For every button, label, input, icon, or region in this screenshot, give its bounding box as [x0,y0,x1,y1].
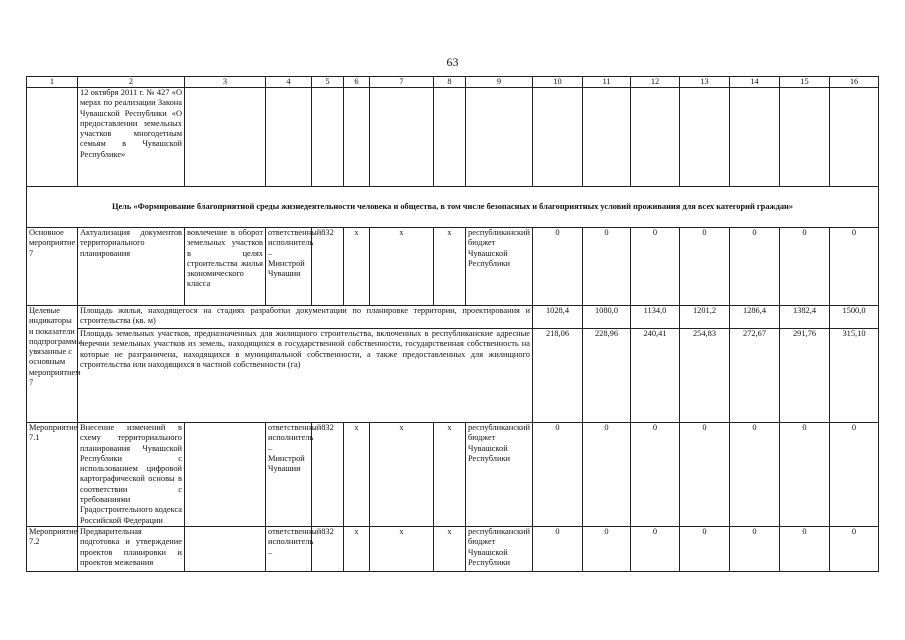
vr-code: x [434,228,466,306]
table-row [27,423,879,527]
column-number: 9 [466,77,533,88]
column-number: 4 [266,77,312,88]
rz-pr-code: x [344,423,370,527]
value-cell: 0 [780,423,830,527]
value-cell: 0 [780,527,830,572]
responsible-executor: ответственный исполнитель – Минстрой Чувашии [266,228,312,306]
funding-source: республиканский бюджет Чувашской Республики [466,527,533,572]
funding-source: республиканский бюджет Чувашской Республики [466,228,533,306]
value-cell: 1382,4 [780,306,830,329]
table-row [27,527,879,572]
column-number: 14 [730,77,780,88]
table-row [27,329,879,423]
activity-description: Предварительная подготовка и утверждение проектов планировки и проектов межевания [78,527,185,572]
value-cell: 0 [830,423,879,527]
column-number: 10 [533,77,583,88]
csr-code: x [370,423,434,527]
grbs-code: 832 [312,527,344,572]
column-number-row [27,77,879,88]
activity-name: Мероприятие 7.1 [27,423,78,527]
value-cell: 0 [680,527,730,572]
activity-description: Актуализация документов территориального планирования [78,228,185,306]
csr-code: x [370,228,434,306]
table-row [27,88,879,187]
value-cell: 0 [680,423,730,527]
value-cell: 0 [780,228,830,306]
indicator-text: Площадь земельных участков, предназначенных для жилищного строительства, включенных в республиканские адресные перечни земельных участков из земель, находящихся в государственной собственности, государственная собственность на которые не разграничена, находящихся в муниципальной собственности, а также предоставленных для жилищного строительства или находящихся в частной собственности (га) [78,329,533,423]
csr-code: x [370,527,434,572]
goal-heading: Цель «Формирование благоприятной среды жизнедеятельности человека и общества, в том числе безопасных и благоприятных условий проживания для всех категорий граждан» [27,187,879,228]
vr-code: x [434,527,466,572]
value-cell: 0 [830,228,879,306]
program-table [26,76,879,572]
goal-row [27,187,879,228]
column-number: 13 [680,77,730,88]
table-row [27,306,879,329]
column-number: 16 [830,77,879,88]
value-cell: 1028,4 [533,306,583,329]
indicator-text: Площадь жилья, находящегося на стадиях разработки документации по планировке территории, проектирования и строительства (кв. м) [78,306,533,329]
value-cell: 0 [680,228,730,306]
law-reference-cell: 12 октября 2011 г. № 427 «О мерах по реализации Закона Чувашской Республики «О предоставлении земельных участков многодетным семьям в Чувашской Республике» [78,88,185,187]
responsible-executor: ответственный исполнитель – Минстрой Чувашии [266,423,312,527]
value-cell: 254,83 [680,329,730,423]
column-number: 12 [631,77,680,88]
column-number: 1 [27,77,78,88]
column-number: 8 [434,77,466,88]
value-cell: 0 [533,423,583,527]
value-cell: 0 [830,527,879,572]
activity-goal: вовлечение в оборот земельных участков в целях строительства жилья экономического класса [185,228,266,306]
responsible-executor: ответственный исполнитель – [266,527,312,572]
value-cell: 0 [631,527,680,572]
page-number: 63 [446,55,459,69]
value-cell: 1286,4 [730,306,780,329]
value-cell: 1080,0 [583,306,631,329]
value-cell: 228,96 [583,329,631,423]
value-cell: 0 [533,228,583,306]
value-cell: 0 [631,423,680,527]
activity-name: Основное мероприятие 7 [27,228,78,306]
value-cell: 1500,0 [830,306,879,329]
value-cell: 240,41 [631,329,680,423]
value-cell: 315,10 [830,329,879,423]
grbs-code: 832 [312,228,344,306]
indicators-label: Целевые индикаторы и показатели подпрограммы, увязанные с основным мероприятием 7 [27,306,78,423]
value-cell: 218,06 [533,329,583,423]
value-cell: 0 [631,228,680,306]
column-number: 11 [583,77,631,88]
value-cell: 0 [730,527,780,572]
grbs-code: 832 [312,423,344,527]
activity-description: Внесение изменений в схему территориального планирования Чувашской Республики с использованием цифровой картографической основы в соответствии с требованиями Градостроительного кодекса Российской Федерации [78,423,185,527]
column-number: 15 [780,77,830,88]
vr-code: x [434,423,466,527]
value-cell: 1201,2 [680,306,730,329]
value-cell: 0 [730,423,780,527]
column-number: 5 [312,77,344,88]
column-number: 2 [78,77,185,88]
column-number: 6 [344,77,370,88]
value-cell: 0 [583,423,631,527]
rz-pr-code: x [344,527,370,572]
table-row [27,228,879,306]
value-cell: 1134,0 [631,306,680,329]
activity-name: Мероприятие 7.2 [27,527,78,572]
value-cell: 0 [583,527,631,572]
column-number: 3 [185,77,266,88]
value-cell: 291,76 [780,329,830,423]
value-cell: 0 [730,228,780,306]
funding-source: республиканский бюджет Чувашской Республики [466,423,533,527]
rz-pr-code: x [344,228,370,306]
value-cell: 0 [583,228,631,306]
value-cell: 272,67 [730,329,780,423]
value-cell: 0 [533,527,583,572]
column-number: 7 [370,77,434,88]
